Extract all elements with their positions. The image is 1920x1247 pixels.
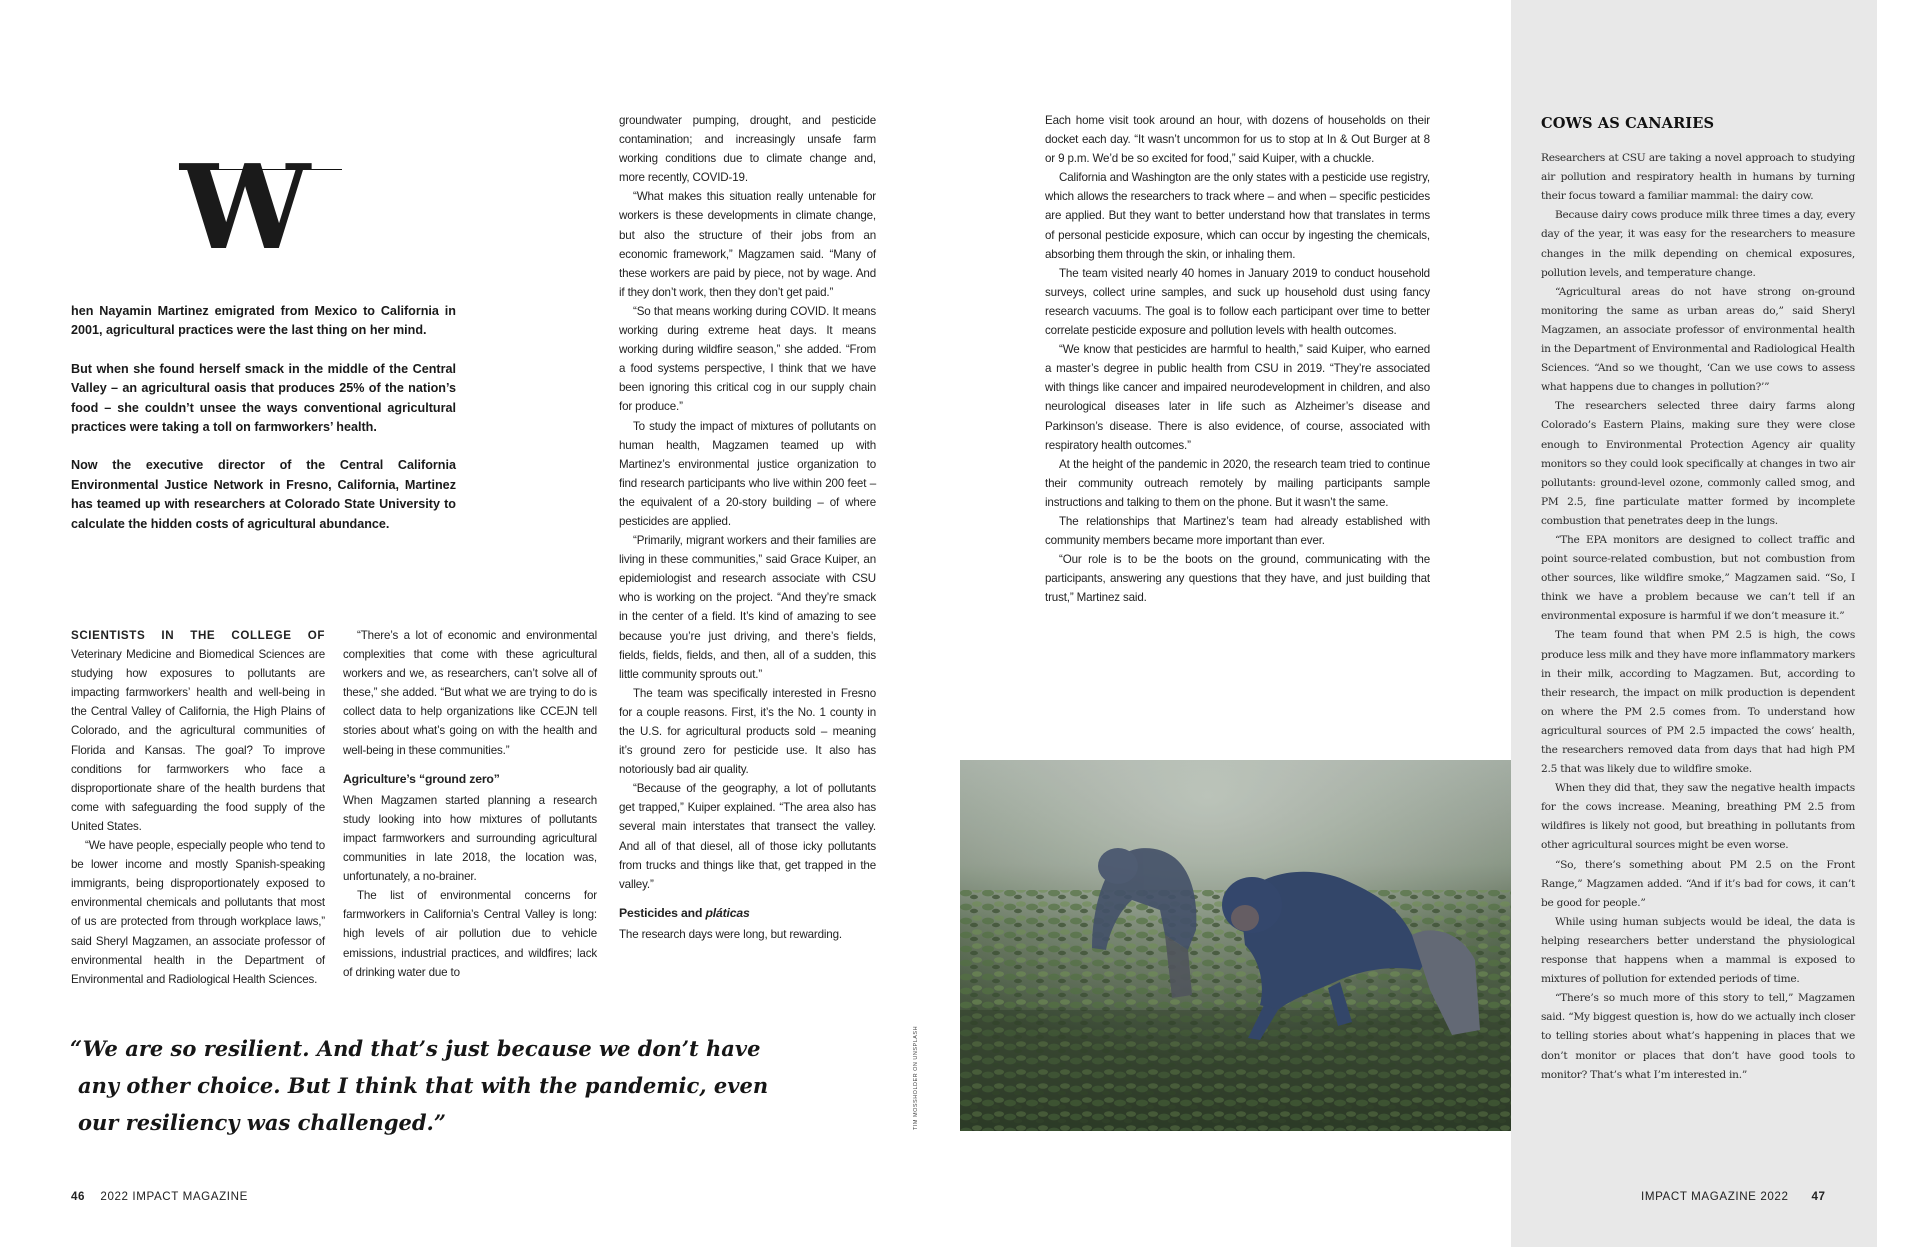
body-paragraph: When Magzamen started planning a research study looking into how mixtures of pollutants impact farmworkers and surrounding agricultural communities in late 2018, the location was, unfortunately, a no-brainer.: [343, 793, 597, 884]
folio-right: [1641, 1190, 1826, 1203]
intro-paragraph: Now the executive director of the Central California Environmental Justice Network in Fresno, California, Martinez has teamed up with researchers at Colorado State University to calculate the hidden costs of agricultural abundance.: [71, 458, 456, 531]
sidebar-paragraph: When they did that, they saw the negative health impacts for the cows increase. Meaning, breathing PM 2.5 from wildfires is likely not good, but breathing in pollutants from other agricultural sources might be even worse.: [1541, 782, 1855, 852]
farmworkers-photo: [960, 760, 1511, 1131]
sidebar-paragraph: Because dairy cows produce milk three times a day, every day of the year, it was easy for the researchers to measure changes in the milk depending on chemical exposures, pollution levels, and temperature change.: [1541, 209, 1855, 279]
pull-quote: [70, 1030, 769, 1141]
body-paragraph: “What makes this situation really untenable for workers is these developments in climate change, but also the structure of their jobs from an economic framework,” Magzamen said. “Many of these workers are paid by piece, not by wage. And if they don’t work, then they don’t get paid.”: [619, 190, 876, 299]
body-paragraph: The team was specifically interested in Fresno for a couple reasons. First, it’s the No. 1 county in the U.S. for agricultural products sold – meaning it’s ground zero for pesticide use. It also has notoriously bad air quality.: [619, 686, 876, 777]
sidebar-paragraph: The researchers selected three dairy farms along Colorado’s Eastern Plains, making sure they were close enough to Environmental Protection Agency air quality monitors so they could look specifically at changes in two air pollutants: ground-level ozone, commonly called smog, and PM 2.5, fine particulate matter formed by incomplete combustion that penetrates deep in the lungs.: [1541, 400, 1855, 527]
body-paragraph: “Our role is to be the boots on the ground, communicating with the participants, answering any questions that they have, and just building that trust,” Martinez said.: [1045, 553, 1430, 605]
article-column-3: [619, 111, 876, 944]
body-paragraph: “So that means working during COVID. It means working during extreme heat days. It means working during wildfire season,” she added. “From a food systems perspective, I think that we have been ignoring this critical cog in our supply chain for produce.”: [619, 304, 876, 414]
sidebar-paragraph: “Agricultural areas do not have strong on-ground monitoring the same as urban areas do,” said Sheryl Magzamen, an associate professor of environmental health in the Department of Environmental and Radiological Health Sciences. “And so we thought, ‘Can we use cows to assess what happens due to changes in pollution?’”: [1541, 285, 1855, 394]
article-column-1: [71, 626, 325, 989]
article-column-2: [343, 626, 597, 982]
body-paragraph: To study the impact of mixtures of pollutants on human health, Magzamen teamed up with Martinez’s environmental justice organization to find research participants who live within 200 feet – the equivalent of a 20-story building – of where pesticides are applied.: [619, 419, 876, 528]
lead-text: Veterinary Medicine and Biomedical Sciences are studying how exposures to pollutants are impacting farmworkers’ health and well-being in the Central Valley of California, the High Plains of Colorado, and the agricultural communities of Florida and Kansas. The goal? To improve conditions for farmworkers who face a disproportionate share of the health burdens that come with safeguarding the food supply of the United States.: [71, 648, 325, 833]
heading-italic: pláticas: [705, 905, 750, 920]
article-column-4: [1045, 111, 1430, 607]
body-paragraph: The research days were long, but rewarding.: [619, 927, 842, 941]
sidebar-paragraph: “So, there’s something about PM 2.5 on the Front Range,” Magzamen added. “And if it’s bad for cows, it can’t be good for people.”: [1541, 858, 1855, 909]
pull-quote-line: any other choice. But I think that with the pandemic, even: [78, 1073, 769, 1098]
body-paragraph: “Primarily, migrant workers and their families are living in these communities,” said Grace Kuiper, an epidemiologist and research associate with CSU who is working on the project. “And they’re smack in the center of a field. It’s kind of amazing to see because you’re just driving, and there’s fields, fields, fields, fields, and then, all of a sudden, this little community sprouts out.”: [619, 534, 876, 681]
body-paragraph: The list of environmental concerns for farmworkers in California’s Central Valley is long: high levels of air pollution due to vehicle emissions, industrial practices, and wildfires; lack of drinking water due to: [343, 889, 597, 979]
body-paragraph: The relationships that Martinez’s team had already established with community members became more important than ever.: [1045, 514, 1430, 548]
intro-paragraph: hen Nayamin Martinez emigrated from Mexico to California in 2001, agricultural practices were the last thing on her mind.: [71, 304, 456, 338]
body-paragraph: Each home visit took around an hour, with dozens of households on their docket each day. “It wasn’t uncommon for us to stop at In & Out Burger at 8 or 9 p.m. We’d be so excited for food,” said Kuiper, with a chuckle.: [1045, 114, 1430, 166]
lead-caps: SCIENTISTS IN THE COLLEGE OF: [71, 629, 325, 642]
sidebar-paragraph: Researchers at CSU are taking a novel approach to studying air pollution and respiratory health in humans by turning their focus toward a familiar mammal: the dairy cow.: [1541, 152, 1855, 203]
folio-label-left: 2022 IMPACT MAGAZINE: [100, 1190, 248, 1203]
farmworkers-photo-illustration: [960, 760, 1511, 1131]
body-paragraph: At the height of the pandemic in 2020, the research team tried to continue their community outreach remotely by mailing participants sample instructions and talking to them on the phone. But it wasn’t the same.: [1045, 457, 1430, 509]
photo-credit: TIM MOSSHOLDER ON UNSPLASH: [913, 1025, 919, 1130]
drop-cap-letter: W: [180, 140, 303, 276]
folio-left: [71, 1190, 248, 1203]
pull-quote-line: “We are so resilient. And that’s just because we don’t have: [70, 1036, 761, 1061]
page-number-left: 46: [71, 1190, 86, 1203]
sidebar-paragraph: The team found that when PM 2.5 is high, the cows produce less milk and they have more inflammatory markers in their milk, according to Magzamen. But, according to their research, the impact on milk production is dependent on where the PM 2.5 comes from. To understand how agricultural sources of PM 2.5 impacted the cows’ health, the researchers removed data from days that had high PM 2.5 that was likely due to wildfire smoke.: [1541, 629, 1855, 776]
folio-magazine-right: IMPACT MAGAZINE: [1641, 1190, 1757, 1203]
body-paragraph: “There’s a lot of economic and environmental complexities that come with these agricultural workers and we, as researchers, can’t solve all of these,” she added. “But what we are trying to do is collect data to help organizations like CCEJN tell stories about what’s going on with the health and well-being in these communities.”: [343, 629, 597, 757]
lead-paragraph: [71, 626, 325, 836]
sidebar-paragraph: While using human subjects would be ideal, the data is helping researchers better understand the physiological response that happens when a mammal is exposed to mixtures of pollution for extended periods of time.: [1541, 915, 1855, 986]
intro-paragraph: But when she found herself smack in the middle of the Central Valley – an agricultural oasis that produces 25% of the nation’s food – she couldn’t unsee the ways conventional agricultural practices were taking a toll on farmworkers’ health.: [71, 361, 456, 435]
heading-text: Pesticides and: [619, 905, 706, 920]
body-paragraph: The team visited nearly 40 homes in January 2019 to conduct household surveys, collect urine samples, and suck up household dust using fancy research vacuums. The goal is to follow each participant over time to better correlate pesticide exposure and pollution levels with health outcomes.: [1045, 266, 1430, 338]
body-paragraph: “Because of the geography, a lot of pollutants get trapped,” Kuiper explained. “The area also has several main interstates that transect the valley. And all of that diesel, all of those icky pollutants from trucks and things like that, get trapped in the valley.”: [619, 782, 876, 891]
body-paragraph: “We have people, especially people who tend to be lower income and mostly Spanish-speaking immigrants, being disproportionately exposed to environmental chemicals and pollutants that most of us are protected from through workplace laws,” said Sheryl Magzamen, an associate professor of environmental health in the Department of Environmental and Radiological Health Sciences.: [71, 839, 325, 986]
intro-block: [71, 302, 456, 553]
sidebar-title: COWS AS CANARIES: [1541, 115, 1715, 132]
folio-year-right: 2022: [1760, 1190, 1789, 1203]
page-number-right: 47: [1811, 1190, 1826, 1203]
body-paragraph: “We know that pesticides are harmful to health,” said Kuiper, who earned a master’s degree in public health from CSU in 2019. “They’re associated with things like cancer and impaired neurodevelopment in children, and also neurological diseases later in life such as Alzheimer’s disease and Parkinson’s disease. There is also evidence, of course, associated with respiratory health outcomes.”: [1045, 343, 1430, 452]
body-paragraph: groundwater pumping, drought, and pesticide contamination; and increasingly unsafe farm working conditions due to climate change and, more recently, COVID-19.: [619, 114, 876, 185]
sidebar-paragraph: “The EPA monitors are designed to collect traffic and point source-related combustion, but not combustion from other sources, like wildfire smoke,” Magzamen said. “So, I think we have a problem because we can’t tell if an environmental exposure is harmful if we don’t measure it.”: [1541, 533, 1855, 623]
body-paragraph: California and Washington are the only states with a pesticide use registry, which allows the researchers to track where – and when – specific pesticides are applied. But they want to better understand how that translates in terms of personal pesticide exposure, which can occur by ingesting the chemicals, absorbing them through the skin, or inhaling them.: [1045, 171, 1430, 261]
pull-quote-line: our resiliency was challenged.”: [78, 1110, 446, 1135]
page-edge: [1877, 0, 1920, 1247]
section-heading-platicas: [619, 904, 876, 923]
section-heading-ground-zero: Agriculture’s “ground zero”: [343, 771, 500, 786]
sidebar-paragraph: “There’s so much more of this story to tell,” Magzamen said. “My biggest question is, how do we actually inch closer to telling stories about what’s happening in places that we don’t monitor or places that don’t have good tools to monitor? That’s what I’m interested in.”: [1541, 992, 1855, 1081]
sidebar-cows-as-canaries: [1541, 114, 1855, 1085]
